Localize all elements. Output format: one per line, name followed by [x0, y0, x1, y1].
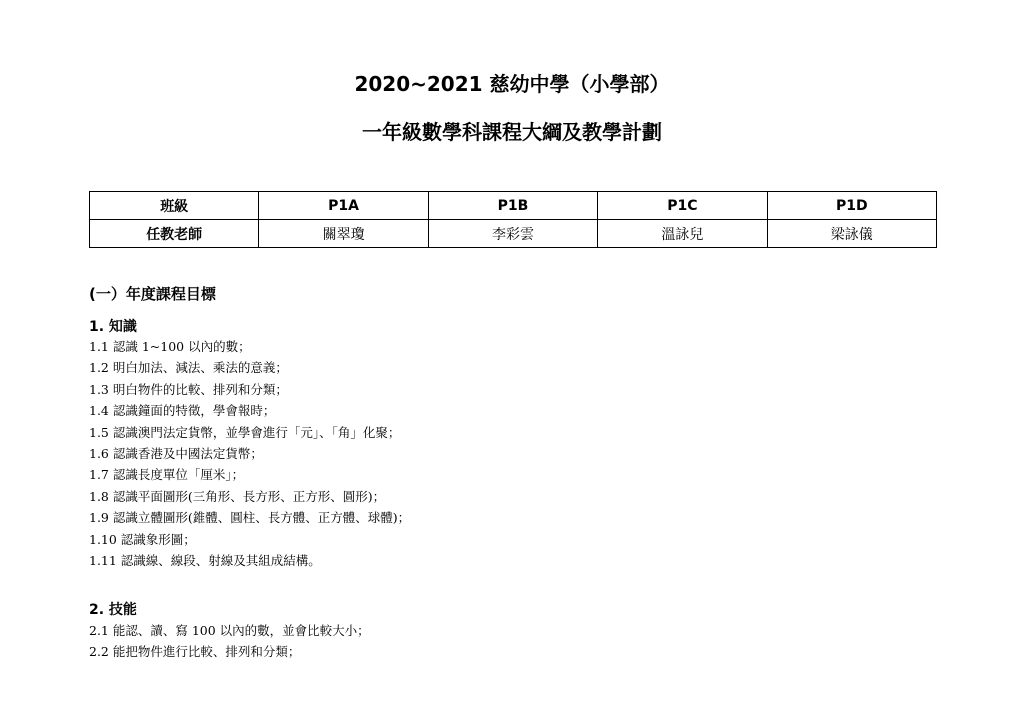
- list-item: 1.1 認識 1~100 以內的數；: [89, 339, 251, 354]
- list-item: 1.6 認識香港及中國法定貨幣；: [89, 446, 263, 462]
- teacher-cell: 溫詠兒: [598, 220, 767, 248]
- list-item: 1.2 明白加法、減法、乘法的意義；: [89, 360, 288, 376]
- knowledge-list: [89, 336, 410, 571]
- teacher-cell: 梁詠儀: [767, 220, 936, 248]
- list-item: 1.11 認識線、線段、射線及其組成結構。: [89, 553, 321, 569]
- section-heading-goals: (一）年度課程目標: [89, 285, 216, 303]
- list-item: 2.1 能認、讀、寫 100 以內的數，並會比較大小；: [89, 623, 370, 638]
- class-cell: P1B: [428, 192, 597, 220]
- teacher-row-label: 任教老師: [90, 220, 259, 248]
- list-item: 1.10 認識象形圖；: [89, 531, 196, 547]
- subsection-heading-knowledge: 1. 知識: [89, 319, 137, 335]
- teacher-row: [90, 220, 937, 248]
- class-cell: P1D: [767, 192, 936, 220]
- list-item: 1.5 認識澳門法定貨幣，並學會進行「元」、「角」化聚；: [89, 424, 401, 440]
- teacher-cell: 關翠瓊: [259, 220, 428, 248]
- class-cell: P1C: [598, 192, 767, 220]
- list-item: 1.3 明白物件的比較、排列和分類；: [89, 381, 288, 397]
- class-cell: P1A: [259, 192, 428, 220]
- list-item: 1.7 認識長度單位「厘米」；: [89, 467, 245, 483]
- list-item: 1.8 認識平面圖形(三角形、長方形、正方形、圓形)；: [89, 488, 386, 504]
- list-item: 2.2 能把物件進行比較、排列和分類；: [89, 644, 301, 660]
- document-subtitle: 一年級數學科課程大綱及教學計劃: [362, 120, 662, 144]
- class-teacher-table: [89, 191, 937, 248]
- class-row-label: 班級: [90, 192, 259, 220]
- teacher-cell: 李彩雲: [428, 220, 597, 248]
- class-row: [90, 192, 937, 220]
- list-item: 1.9 認識立體圖形(錐體、圓柱、長方體、正方體、球體)；: [89, 510, 411, 526]
- skills-list: [89, 620, 370, 663]
- list-item: 1.4 認識鐘面的特徵，學會報時；: [89, 403, 276, 419]
- document-title: 2020~2021 慈幼中學（小學部）: [354, 72, 670, 96]
- subsection-heading-skills: 2. 技能: [89, 602, 137, 618]
